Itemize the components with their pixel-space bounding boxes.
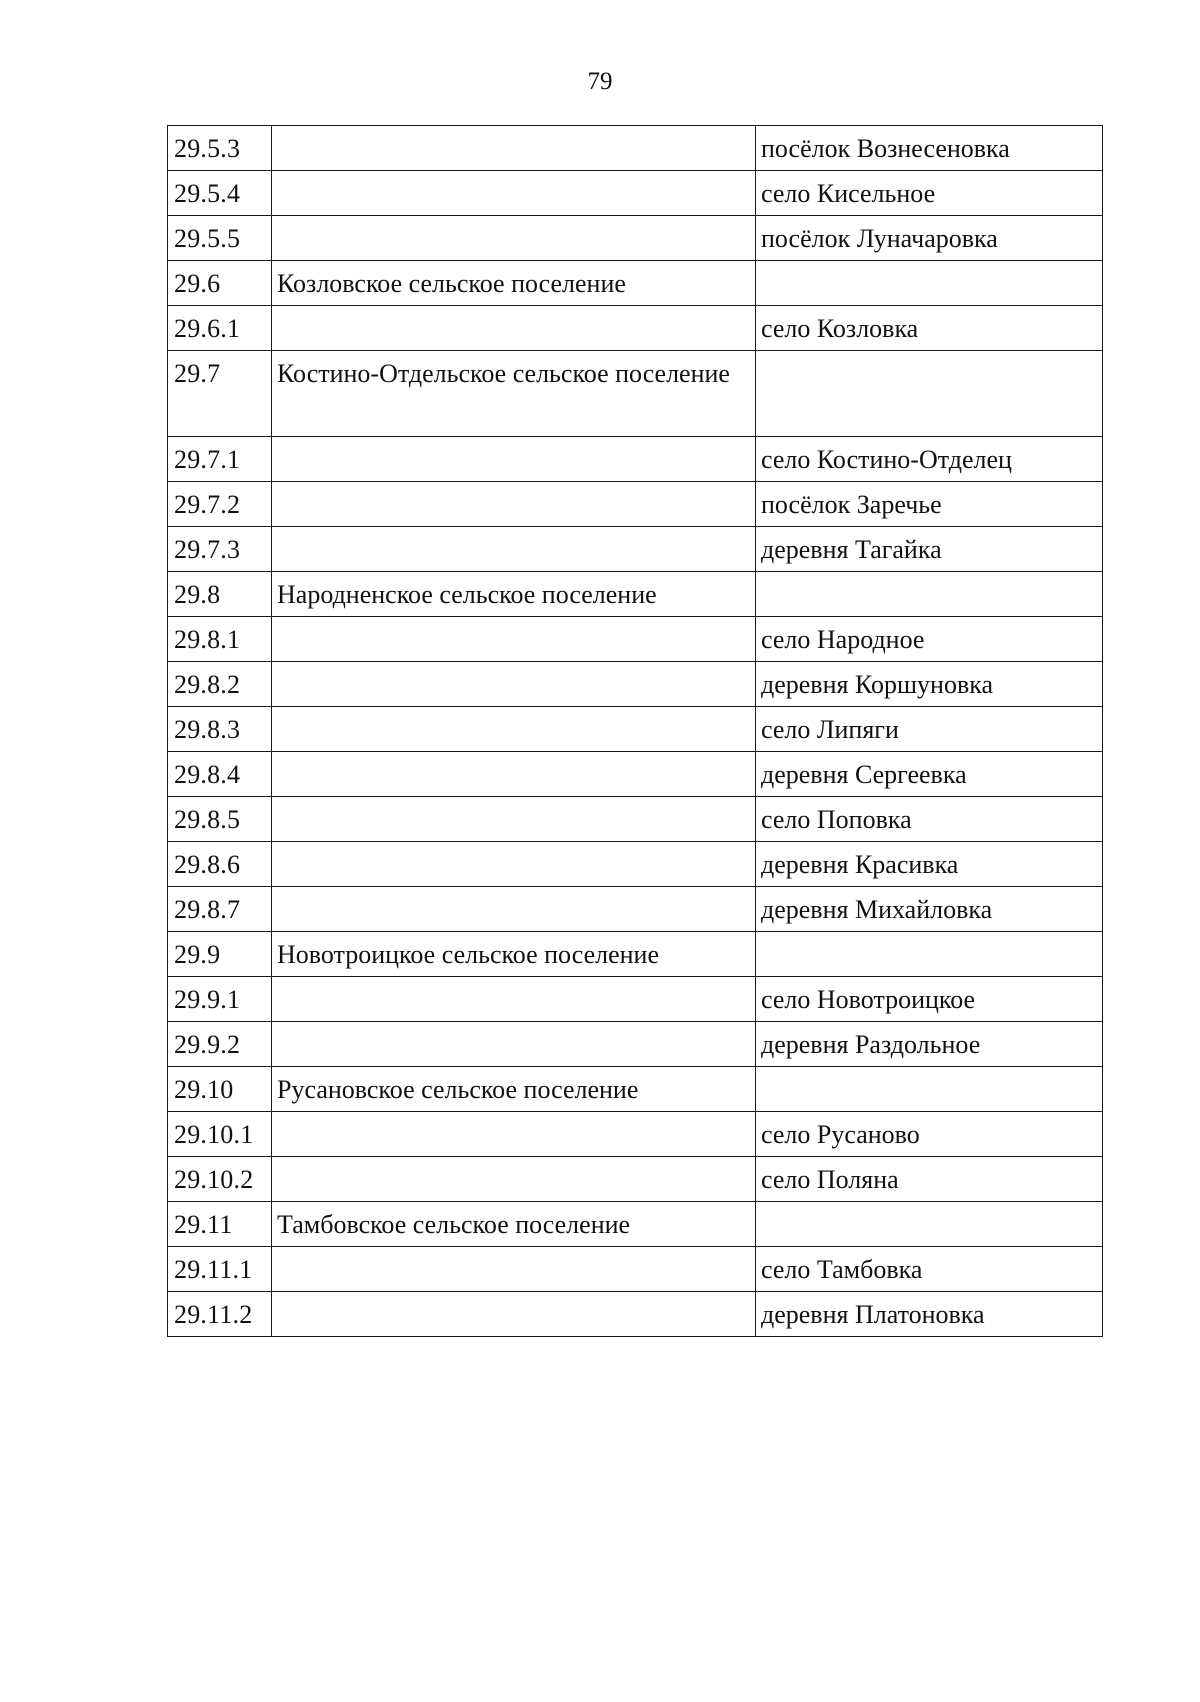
settlement-name	[272, 1157, 756, 1202]
locality-name: село Кисельное	[756, 171, 1103, 216]
row-number: 29.7.3	[168, 527, 272, 572]
locality-name: деревня Платоновка	[756, 1292, 1103, 1337]
settlement-name	[272, 1292, 756, 1337]
row-number: 29.8.2	[168, 662, 272, 707]
row-number: 29.7	[168, 351, 272, 437]
table-row	[168, 1157, 1103, 1202]
row-number: 29.10.2	[168, 1157, 272, 1202]
settlement-name	[272, 216, 756, 261]
settlement-name	[272, 1022, 756, 1067]
table-row	[168, 1112, 1103, 1157]
locality-name	[756, 1067, 1103, 1112]
row-number: 29.9.2	[168, 1022, 272, 1067]
settlement-name	[272, 126, 756, 171]
settlement-name	[272, 707, 756, 752]
table-row	[168, 1247, 1103, 1292]
row-number: 29.6.1	[168, 306, 272, 351]
table-row	[168, 752, 1103, 797]
table-row	[168, 351, 1103, 437]
table-row	[168, 572, 1103, 617]
row-number: 29.8.1	[168, 617, 272, 662]
row-number: 29.10	[168, 1067, 272, 1112]
settlement-name: Козловское сельское поселение	[272, 261, 756, 306]
locality-name: деревня Сергеевка	[756, 752, 1103, 797]
locality-name: посёлок Луначаровка	[756, 216, 1103, 261]
table-row	[168, 1022, 1103, 1067]
settlement-name	[272, 482, 756, 527]
locality-name: деревня Раздольное	[756, 1022, 1103, 1067]
settlements-table	[167, 125, 1103, 1337]
locality-name: деревня Михайловка	[756, 887, 1103, 932]
table-row	[168, 216, 1103, 261]
table-row	[168, 932, 1103, 977]
locality-name: село Козловка	[756, 306, 1103, 351]
settlement-name	[272, 977, 756, 1022]
settlement-name	[272, 617, 756, 662]
settlement-name: Новотроицкое сельское поселение	[272, 932, 756, 977]
settlement-name	[272, 1247, 756, 1292]
table-row	[168, 707, 1103, 752]
table-row	[168, 527, 1103, 572]
page-number: 79	[587, 68, 613, 95]
settlement-name: Русановское сельское поселение	[272, 1067, 756, 1112]
row-number: 29.9.1	[168, 977, 272, 1022]
table-row	[168, 662, 1103, 707]
locality-name: село Поповка	[756, 797, 1103, 842]
row-number: 29.5.3	[168, 126, 272, 171]
settlement-name	[272, 527, 756, 572]
locality-name: село Новотроицкое	[756, 977, 1103, 1022]
settlement-name	[272, 752, 756, 797]
locality-name	[756, 351, 1103, 437]
locality-name	[756, 932, 1103, 977]
locality-name: село Поляна	[756, 1157, 1103, 1202]
table-row	[168, 126, 1103, 171]
table-row	[168, 1292, 1103, 1337]
row-number: 29.5.4	[168, 171, 272, 216]
locality-name: село Тамбовка	[756, 1247, 1103, 1292]
row-number: 29.8.4	[168, 752, 272, 797]
table-row	[168, 977, 1103, 1022]
settlement-name: Тамбовское сельское поселение	[272, 1202, 756, 1247]
locality-name: село Русаново	[756, 1112, 1103, 1157]
table-row	[168, 1067, 1103, 1112]
locality-name: деревня Тагайка	[756, 527, 1103, 572]
table-row	[168, 887, 1103, 932]
row-number: 29.8.3	[168, 707, 272, 752]
row-number: 29.8.5	[168, 797, 272, 842]
table-row	[168, 261, 1103, 306]
settlement-name	[272, 797, 756, 842]
row-number: 29.11.1	[168, 1247, 272, 1292]
row-number: 29.7.1	[168, 437, 272, 482]
settlement-name: Костино-Отдельское сельское поселение	[272, 351, 756, 437]
table-row	[168, 617, 1103, 662]
settlement-name	[272, 437, 756, 482]
table-row	[168, 482, 1103, 527]
locality-name: село Народное	[756, 617, 1103, 662]
table-row	[168, 306, 1103, 351]
table-row	[168, 171, 1103, 216]
locality-name: посёлок Заречье	[756, 482, 1103, 527]
row-number: 29.11.2	[168, 1292, 272, 1337]
settlement-name	[272, 662, 756, 707]
row-number: 29.6	[168, 261, 272, 306]
row-number: 29.9	[168, 932, 272, 977]
settlement-name	[272, 842, 756, 887]
locality-name: село Липяги	[756, 707, 1103, 752]
locality-name	[756, 572, 1103, 617]
row-number: 29.8.7	[168, 887, 272, 932]
locality-name: деревня Коршуновка	[756, 662, 1103, 707]
table-body	[168, 126, 1103, 1337]
table-row	[168, 842, 1103, 887]
row-number: 29.8.6	[168, 842, 272, 887]
row-number: 29.8	[168, 572, 272, 617]
row-number: 29.7.2	[168, 482, 272, 527]
row-number: 29.5.5	[168, 216, 272, 261]
row-number: 29.11	[168, 1202, 272, 1247]
locality-name	[756, 261, 1103, 306]
table-row	[168, 1202, 1103, 1247]
settlement-name	[272, 306, 756, 351]
settlement-name	[272, 171, 756, 216]
locality-name: деревня Красивка	[756, 842, 1103, 887]
row-number: 29.10.1	[168, 1112, 272, 1157]
table-row	[168, 437, 1103, 482]
settlement-name	[272, 887, 756, 932]
settlement-name	[272, 1112, 756, 1157]
locality-name	[756, 1202, 1103, 1247]
locality-name: село Костино-Отделец	[756, 437, 1103, 482]
table-row	[168, 797, 1103, 842]
settlement-name: Народненское сельское поселение	[272, 572, 756, 617]
locality-name: посёлок Вознесеновка	[756, 126, 1103, 171]
